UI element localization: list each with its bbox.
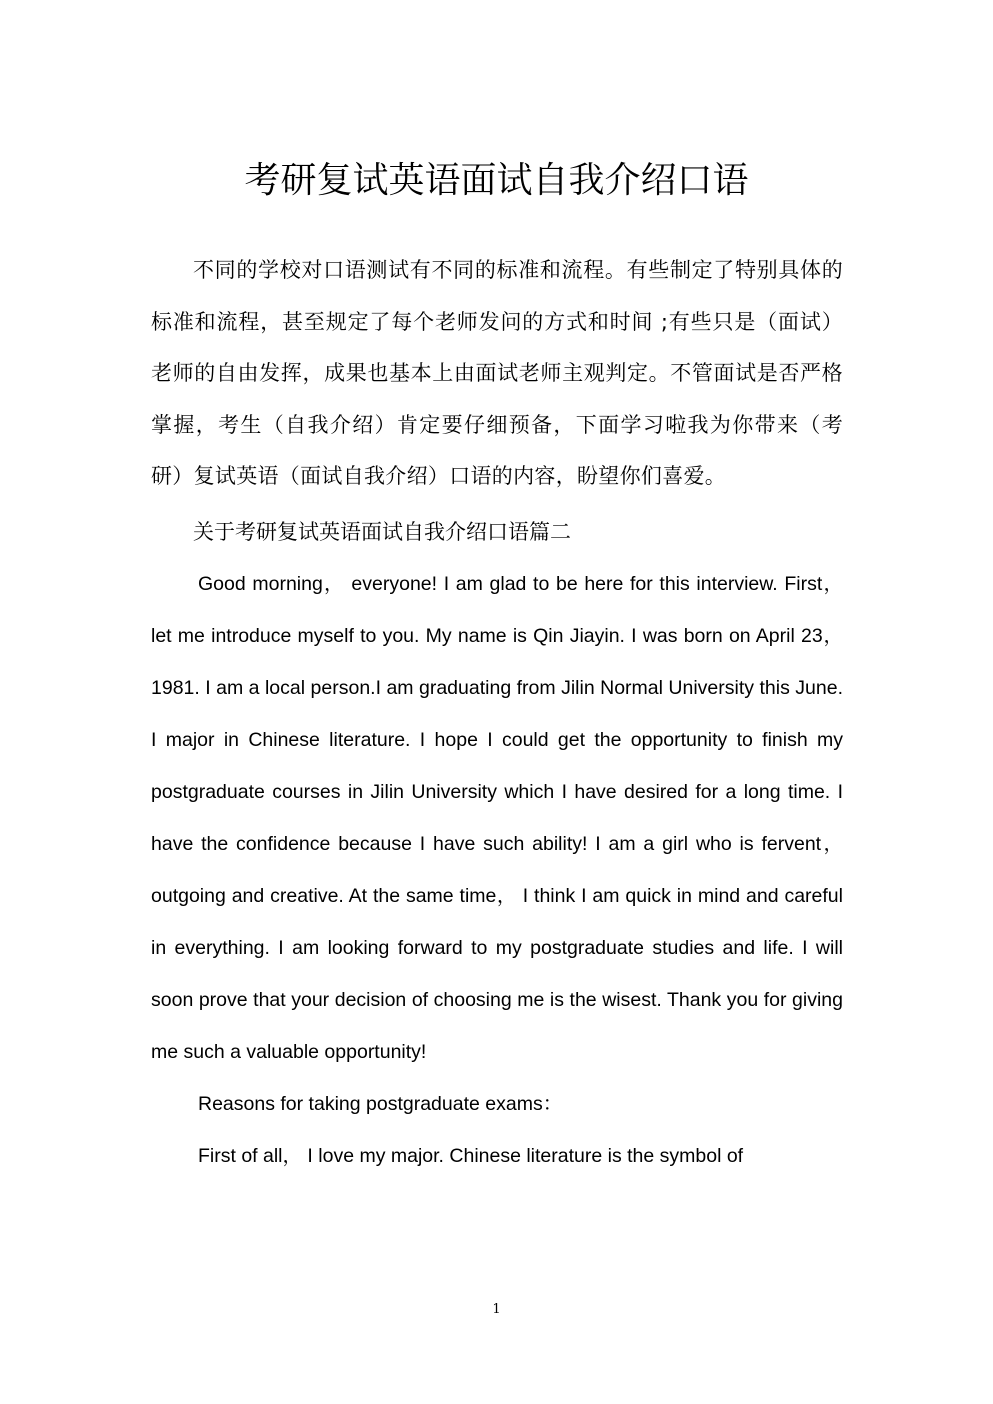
page-title: 考研复试英语面试自我介绍口语 — [244, 160, 749, 201]
page-number: 1 — [492, 1302, 501, 1317]
document-body — [151, 245, 843, 1182]
section-heading: 关于考研复试英语面试自我介绍口语篇二 — [193, 519, 571, 544]
reasons-first-paragraph: First of all， I love my major. Chinese literature is the symbol of — [198, 1145, 744, 1167]
intro-paragraph: 不同的学校对口语测试有不同的标准和流程。有些制定了特别具体的标准和流程，甚至规定了每个老师发问的方式和时间 ;有些只是（面试）老师的自由发挥，成果也基本上由面试老师主观判定。不管面试是否严格掌握，考生（自我介绍）肯定要仔细预备，下面学习啦我为你带来（考研）复试英语（面试自我介绍）口语的内容，盼望你们喜爱。 — [151, 258, 843, 488]
reasons-heading: Reasons for taking postgraduate exams： — [198, 1093, 563, 1115]
english-intro-paragraph: Good morning， everyone! I am glad to be here for this interview. First， let me introduce myself to you. My name is Qin Jiayin. I was born on April 23， 1981. I am a local person.I am graduating from Jilin Normal University this June. I major in Chinese literature. I hope I could get the opportunity to finish my postgraduate courses in Jilin University which I have desired for a long time. I have the confidence because I have such ability! I am a girl who is fervent， outgoing and creative. At the same time， I think I am quick in mind and careful in everything. I am looking forward to my postgraduate studies and life. I will soon prove that your decision of choosing me is the wisest. Thank you for giving me such a valuable opportunity! — [151, 573, 843, 1063]
